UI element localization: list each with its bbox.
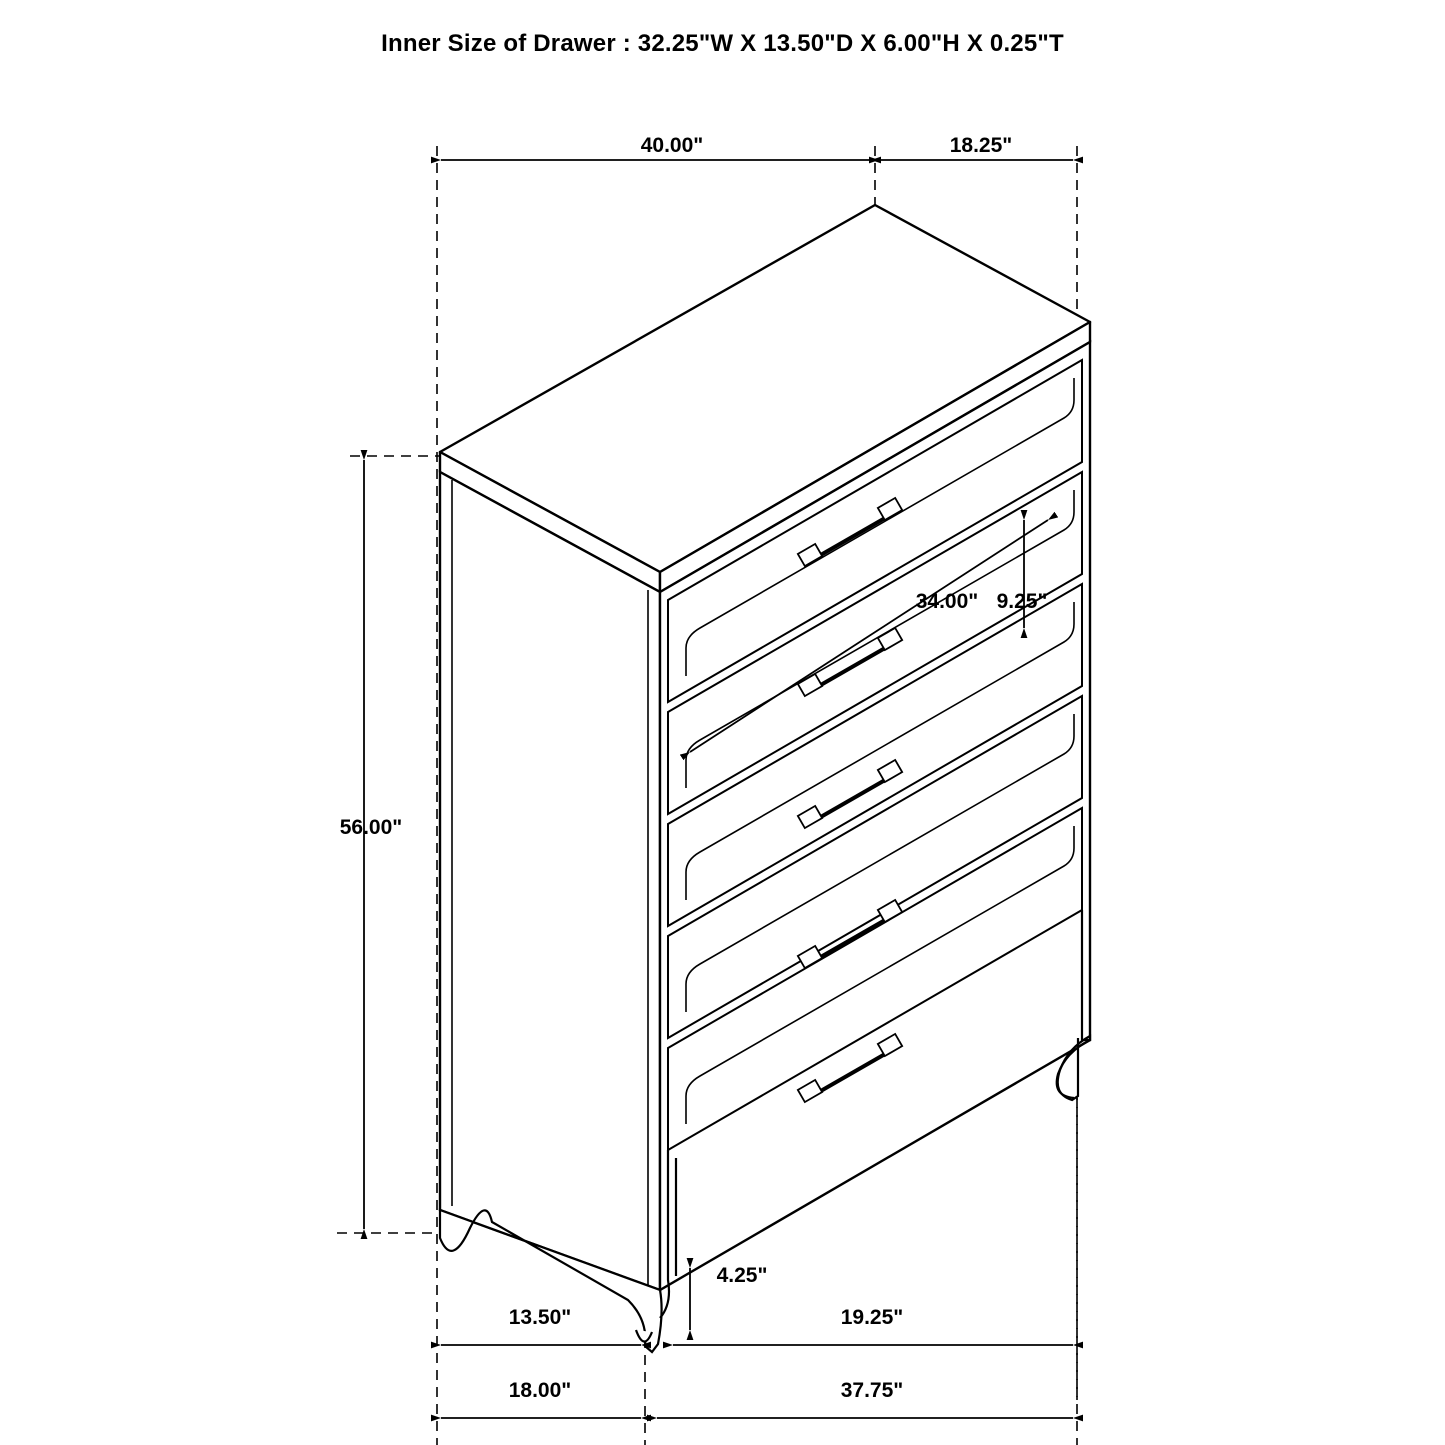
dim-leg-clearance: 4.25" [716, 1264, 768, 1287]
dim-foot-depth: 18.00" [508, 1379, 572, 1402]
dim-foot-width: 37.75" [840, 1379, 904, 1402]
page-title: Inner Size of Drawer : 32.25"W X 13.50"D X 6.00"H X 0.25"T [381, 30, 1064, 57]
dim-drawer-front-height: 9.25" [996, 590, 1048, 613]
dim-base-width: 19.25" [840, 1306, 904, 1329]
dim-overall-width: 40.00" [640, 134, 704, 157]
dim-drawer-front-width: 34.00" [915, 590, 979, 613]
dim-depth-top: 18.25" [949, 134, 1013, 157]
dim-overall-height: 56.00" [339, 816, 403, 839]
dim-base-depth: 13.50" [508, 1306, 572, 1329]
